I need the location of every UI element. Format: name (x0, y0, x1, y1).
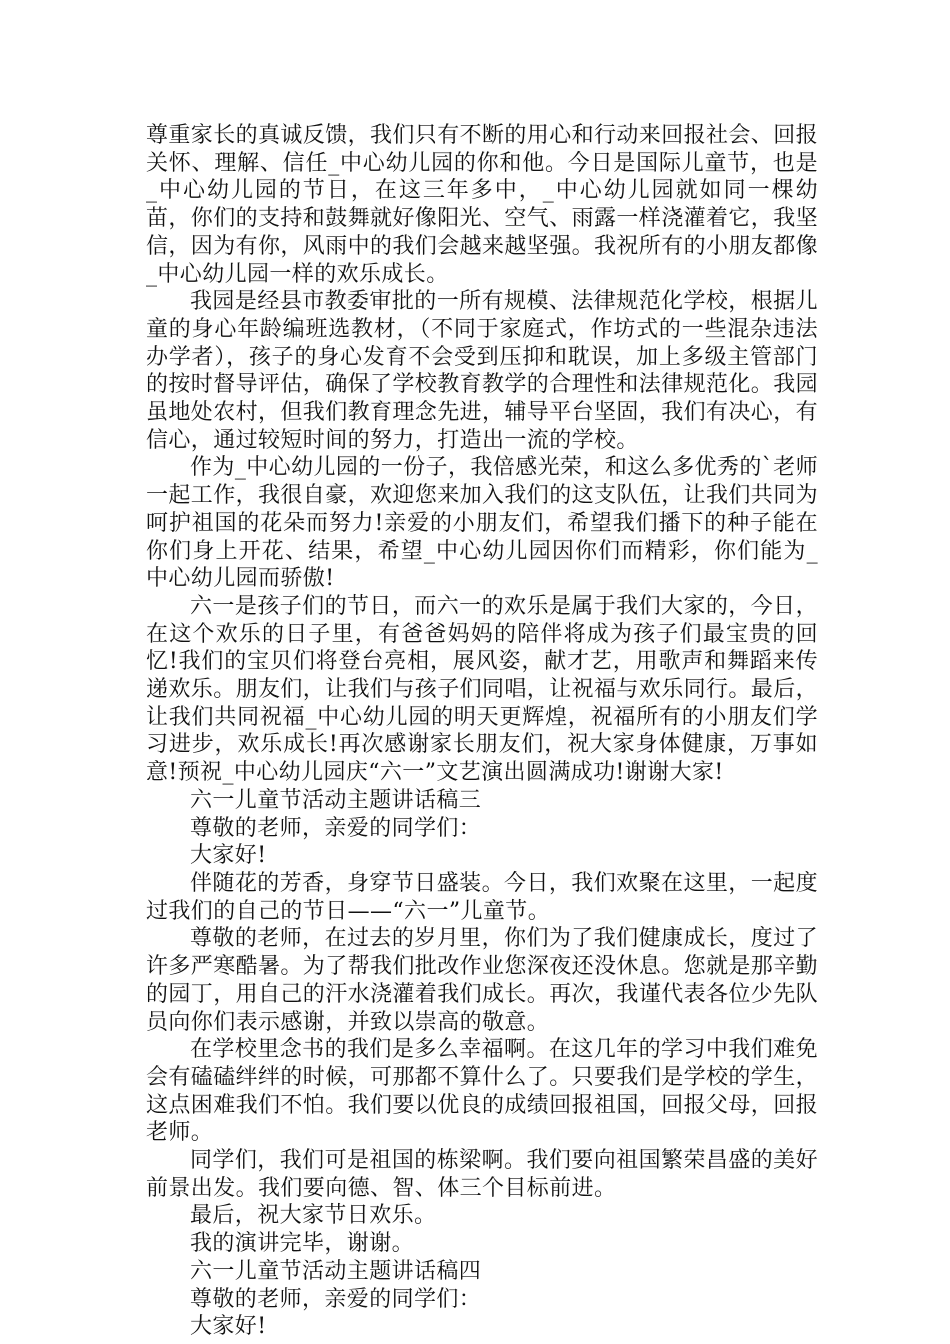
section-heading-four: 六一儿童节活动主题讲话稿四 (190, 1258, 482, 1284)
section-heading-three: 六一儿童节活动主题讲话稿三 (190, 787, 482, 813)
paragraph-speech-end: 我的演讲完毕，谢谢。 (190, 1231, 415, 1257)
salutation: 尊敬的老师，亲爱的同学们： (190, 815, 482, 841)
document-page (146, 122, 818, 1341)
paragraph-closing-wish: 最后，祝大家节日欢乐。 (190, 1203, 437, 1229)
greeting-four: 大家好! (190, 1314, 267, 1340)
salutation-four: 尊敬的老师，亲爱的同学们： (190, 1286, 482, 1312)
paragraph-call-to-classmates: 同学们，我们可是祖国的栋梁啊。我们要向祖国繁荣昌盛的美好前景出发。我们要向德、智、体三个目标前进。 (146, 1148, 818, 1201)
paragraph-festival-opening: 伴随花的芳香，身穿节日盛装。今日，我们欢聚在这里，一起度过我们的自己的节日——“六一”儿童节。 (146, 870, 818, 924)
paragraph-school-life: 在学校里念书的我们是多么幸福啊。在这几年的学习中我们难免会有磕磕绊绊的时候，可那都不算什么了。只要我们是学校的学生，这点困难我们不怕。我们要以优良的成绩回报祖国，回报父母，回报老师。 (146, 1037, 819, 1146)
paragraph-thank-teachers: 尊敬的老师，在过去的岁月里，你们为了我们健康成长，度过了许多严寒酷暑。为了帮我们批改作业您深夜还没休息。您就是那辛勤的园丁，用自己的汗水浇灌着我们成长。再次，我谨代表各位少先队员向你们表示感谢，并致以崇高的敬意。 (146, 926, 819, 1035)
paragraph-school-intro: 我园是经县市教委审批的一所有规模、法律规范化学校，根据儿童的身心年龄编班选教材，（不同于家庭式，作坊式的一些混杂违法办学者），孩子的身心发育不会受到压抑和耽误，加上多级主管部门的按时督导评估，确保了学校教育教学的合理性和法律规范化。我园虽地处农村，但我们教育理念先进，辅导平台坚固，我们有决心，有信心，通过较短时间的努力，打造出一流的学校。 (146, 289, 819, 453)
paragraph-continued: 尊重家长的真诚反馈，我们只有不断的用心和行动来回报社会、回报关怀、理解、信任_中心幼儿园的你和他。今日是国际儿童节，也是_中心幼儿园的节日，在这三年多中，_中心幼儿园就如同一棵幼苗，你们的支持和鼓舞就好像阳光、空气、雨露一样浇灌着它，我坚信，因为有你，风雨中的我们会越来越坚强。我祝所有的小朋友都像_中心幼儿园一样的欢乐成长。 (146, 123, 819, 287)
greeting: 大家好! (190, 843, 267, 869)
paragraph-celebration: 六一是孩子们的节日，而六一的欢乐是属于我们大家的，今日，在这个欢乐的日子里，有爸爸妈妈的陪伴将成为孩子们最宝贵的回忆!我们的宝贝们将登台亮相，展风姿，献才艺，用歌声和舞蹈来传递欢乐。朋友们，让我们与孩子们同唱，让祝福与欢乐同行。最后，让我们共同祝福_中心幼儿园的明天更辉煌，祝福所有的小朋友们学习进步，欢乐成长!再次感谢家长朋友们，祝大家身体健康，万事如意!预祝_中心幼儿园庆“六一”文艺演出圆满成功!谢谢大家! (146, 593, 819, 786)
paragraph-pride: 作为_中心幼儿园的一份子，我倍感光荣，和这么多优秀的`老师一起工作，我很自豪，欢迎您来加入我们的这支队伍，让我们共同为呵护祖国的花朵而努力!亲爱的小朋友们，希望我们播下的种子能在你们身上开花、结果，希望_中心幼儿园因你们而精彩，你们能为_中心幼儿园而骄傲! (146, 455, 819, 592)
